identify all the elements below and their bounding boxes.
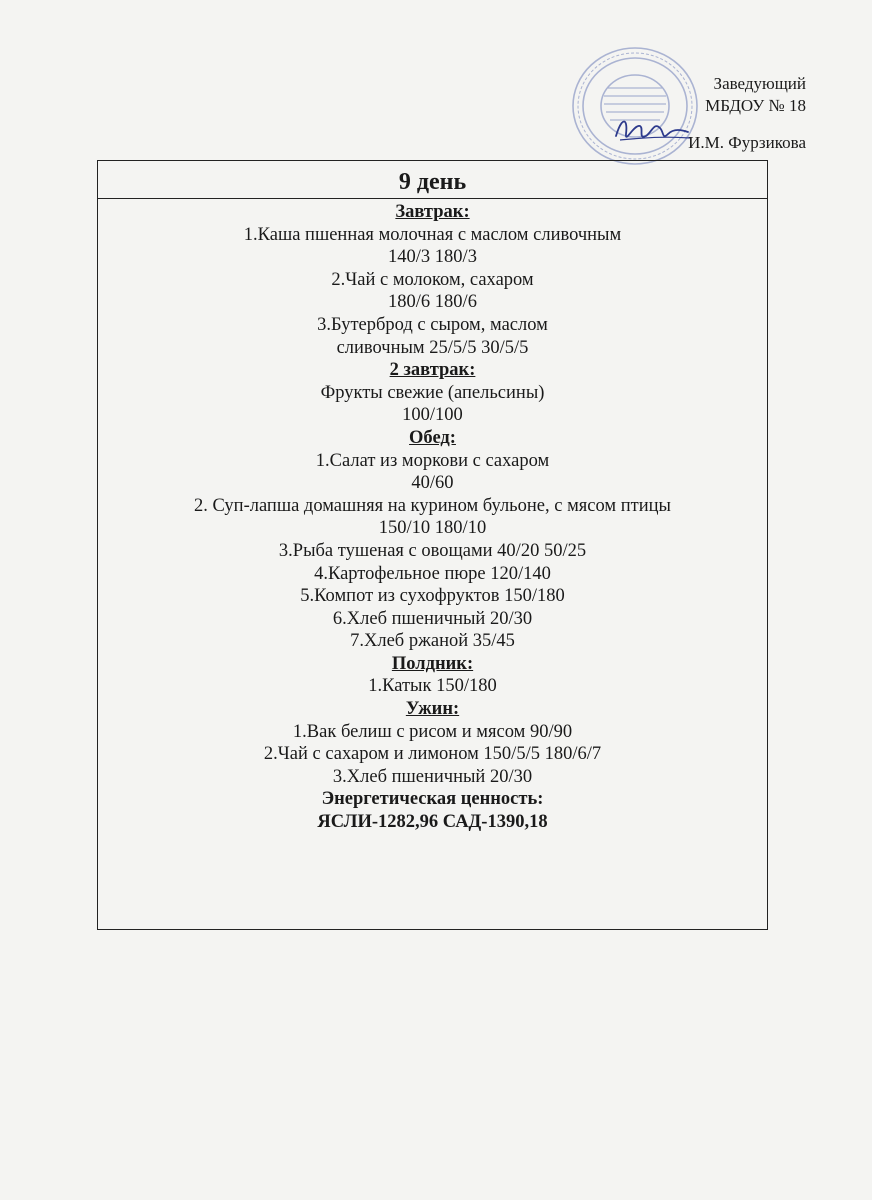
energy-label: Энергетическая ценность: xyxy=(321,789,544,810)
approval-block xyxy=(560,74,810,164)
menu-body xyxy=(98,199,767,834)
menu-line: 1.Салат из моркови с сахаром xyxy=(315,450,550,471)
menu-line: 1.Вак белиш с рисом и мясом 90/90 xyxy=(292,721,573,742)
approver-name: И.М. Фурзикова xyxy=(688,133,806,152)
breakfast-heading: Завтрак: xyxy=(395,202,470,222)
menu-line: 1.Катык 150/180 xyxy=(368,676,497,697)
dinner-heading: Ужин: xyxy=(405,699,460,720)
second-breakfast-heading: 2 завтрак: xyxy=(389,360,476,381)
energy-values: ЯСЛИ-1282,96 САД-1390,18 xyxy=(317,812,548,833)
menu-line: 150/10 180/10 xyxy=(378,518,487,539)
menu-line: 3.Рыба тушеная с овощами 40/20 50/25 xyxy=(278,540,587,561)
menu-line: 140/3 180/3 xyxy=(388,247,477,268)
menu-line: 2.Чай с молоком, сахаром xyxy=(331,269,534,290)
organization-name: МБДОУ № 18 xyxy=(705,96,806,115)
menu-line: 4.Картофельное пюре 120/140 xyxy=(314,563,551,584)
menu-line: сливочным 25/5/5 30/5/5 xyxy=(336,337,529,358)
signature-icon xyxy=(612,110,692,150)
menu-line: 1.Каша пшенная молочная с маслом сливочным xyxy=(243,224,622,245)
menu-line: 2. Суп-лапша домашняя на курином бульоне, с мясом птицы xyxy=(194,495,671,516)
approver-title: Заведующий xyxy=(713,74,806,93)
menu-line: 5.Компот из сухофруктов 150/180 xyxy=(300,586,565,607)
menu-line: 3.Хлеб пшеничный 20/30 xyxy=(332,766,533,787)
stamp-icon xyxy=(560,34,710,174)
menu-line: 6.Хлеб пшеничный 20/30 xyxy=(332,608,533,629)
menu-line: 3.Бутерброд с сыром, маслом xyxy=(317,314,548,335)
menu-line: Фрукты свежие (апельсины) xyxy=(320,382,545,403)
menu-table xyxy=(97,160,768,930)
day-title: 9 день xyxy=(98,161,767,199)
menu-line: 2.Чай с сахаром и лимоном 150/5/5 180/6/7 xyxy=(263,744,602,765)
snack-heading: Полдник: xyxy=(391,653,474,674)
menu-line: 100/100 xyxy=(402,405,463,426)
lunch-heading: Обед: xyxy=(409,427,456,448)
menu-line: 180/6 180/6 xyxy=(388,292,477,313)
menu-line: 40/60 xyxy=(411,473,454,494)
menu-line: 7.Хлеб ржаной 35/45 xyxy=(350,631,515,652)
